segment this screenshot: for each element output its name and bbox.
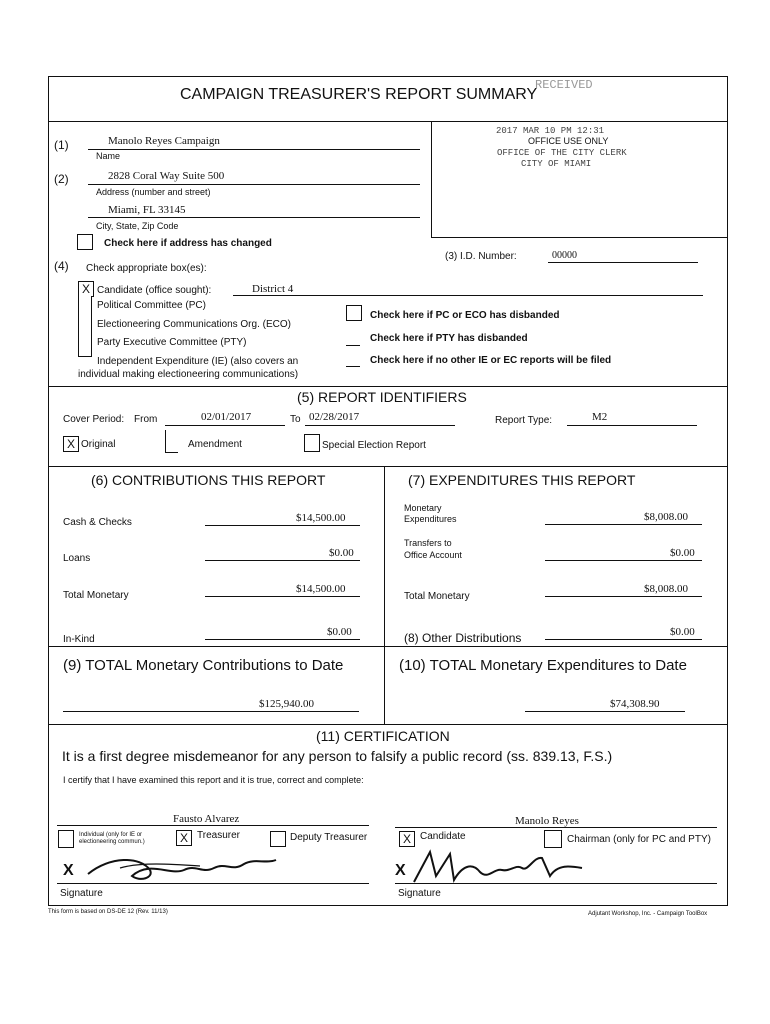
section-6-title: (6) CONTRIBUTIONS THIS REPORT <box>91 472 326 488</box>
original-checkbox[interactable]: X <box>63 436 79 452</box>
certification-statement: I certify that I have examined this report and it is true, correct and complete: <box>63 775 364 785</box>
other-distributions-value: $0.00 <box>670 626 695 638</box>
section-10-title: (10) TOTAL Monetary Expenditures to Date <box>399 657 687 674</box>
address-value: 2828 Coral Way Suite 500 <box>108 170 225 182</box>
transfers-value: $0.00 <box>670 547 695 559</box>
report-type-value: M2 <box>592 411 608 423</box>
treasurer-signature-label: Signature <box>60 888 103 899</box>
total-contributions-value: $125,940.00 <box>259 698 314 710</box>
treasurer-checkbox[interactable]: X <box>176 830 192 846</box>
address-changed-checkbox[interactable] <box>77 234 93 250</box>
section-7-title: (7) EXPENDITURES THIS REPORT <box>408 472 636 488</box>
pc-disbanded-label: Check here if PC or ECO has disbanded <box>370 310 560 321</box>
monetary-exp-value: $8,008.00 <box>644 511 688 523</box>
pty-disbanded-checkbox[interactable] <box>346 333 360 346</box>
candidate-cert-checkbox[interactable]: X <box>399 831 415 847</box>
chairman-label: Chairman (only for PC and PTY) <box>567 834 711 845</box>
section-1-number: (1) <box>54 138 69 152</box>
campaign-name-value: Manolo Reyes Campaign <box>108 135 220 147</box>
id-number-value: 00000 <box>552 250 577 261</box>
check-boxes-label: Check appropriate box(es): <box>86 263 207 274</box>
from-date-value: 02/01/2017 <box>201 411 252 423</box>
amendment-checkbox[interactable] <box>165 430 178 453</box>
monetary-exp-label-2: Expenditures <box>404 514 457 524</box>
stamp-office: OFFICE OF THE CITY CLERK <box>497 148 627 158</box>
pty-label: Party Executive Committee (PTY) <box>97 337 247 348</box>
footer-form-reference: This form is based on DS-DE 12 (Rev. 11/13) <box>48 909 168 915</box>
committee-checkboxes[interactable] <box>78 296 92 357</box>
office-use-label: OFFICE USE ONLY <box>528 136 609 146</box>
pty-disbanded-label: Check here if PTY has disbanded <box>370 333 528 344</box>
candidate-label: Candidate (office sought): <box>97 285 212 296</box>
report-title: CAMPAIGN TREASURER'S REPORT SUMMARY <box>180 86 538 103</box>
treasurer-name-value: Fausto Alvarez <box>173 813 240 825</box>
candidate-office-value: District 4 <box>252 283 294 295</box>
ie-final-checkbox[interactable] <box>346 354 360 367</box>
report-type-label: Report Type: <box>495 415 553 426</box>
pc-label: Political Committee (PC) <box>97 300 206 311</box>
monetary-exp-label-1: Monetary <box>404 503 442 513</box>
total-expenditures-value: $74,308.90 <box>610 698 660 710</box>
stamp-city: CITY OF MIAMI <box>521 159 592 169</box>
footer-publisher: Adjutant Workshop, Inc. - Campaign ToolBox <box>588 911 708 917</box>
individual-label-2: electioneering commun.) <box>79 839 145 845</box>
city-label: City, State, Zip Code <box>96 221 179 231</box>
individual-checkbox[interactable] <box>58 830 74 848</box>
ie-label-1: Independent Expenditure (IE) (also covers an <box>97 356 299 367</box>
candidate-sign-mark: X <box>395 862 406 879</box>
id-number-label: (3) I.D. Number: <box>445 251 517 262</box>
original-label: Original <box>81 439 116 450</box>
section-2-number: (2) <box>54 172 69 186</box>
city-value: Miami, FL 33145 <box>108 204 186 216</box>
transfers-label-2: Office Account <box>404 550 462 560</box>
total-exp-label: Total Monetary <box>404 591 470 602</box>
candidate-signature-label: Signature <box>398 888 441 899</box>
cash-checks-label: Cash & Checks <box>63 517 132 528</box>
campaign-name-label: Name <box>96 151 121 161</box>
received-stamp: RECEIVED <box>535 78 593 92</box>
to-label: To <box>290 414 301 425</box>
section-4-number: (4) <box>54 259 69 273</box>
treasurer-label: Treasurer <box>197 830 240 841</box>
special-election-checkbox[interactable] <box>304 434 320 452</box>
total-contrib-value: $14,500.00 <box>296 583 346 595</box>
candidate-cert-label: Candidate <box>420 831 466 842</box>
cash-checks-value: $14,500.00 <box>296 512 346 524</box>
other-distributions-label: (8) Other Distributions <box>404 631 522 645</box>
loans-label: Loans <box>63 553 91 564</box>
to-date-value: 02/28/2017 <box>309 411 360 423</box>
cover-period-label: Cover Period: <box>63 414 125 425</box>
section-9-title: (9) TOTAL Monetary Contributions to Date <box>63 657 344 674</box>
transfers-label-1: Transfers to <box>404 538 452 548</box>
amendment-label: Amendment <box>188 439 242 450</box>
address-changed-label: Check here if address has changed <box>104 238 272 249</box>
deputy-treasurer-label: Deputy Treasurer <box>290 832 368 843</box>
stamp-date: 2017 MAR 10 PM 12:31 <box>496 126 605 136</box>
total-contrib-label: Total Monetary <box>63 590 129 601</box>
in-kind-value: $0.00 <box>327 626 352 638</box>
in-kind-label: In-Kind <box>63 634 95 645</box>
candidate-checkbox[interactable]: X <box>78 281 94 297</box>
ie-label-2: individual making electioneering communications) <box>78 369 299 380</box>
candidate-name-value: Manolo Reyes <box>515 815 579 827</box>
pc-disbanded-checkbox[interactable] <box>346 305 362 321</box>
special-election-label: Special Election Report <box>322 440 426 451</box>
from-label: From <box>134 414 158 425</box>
treasurer-sign-mark: X <box>63 862 74 879</box>
misdemeanor-warning: It is a first degree misdemeanor for any person to falsify a public record (ss. 839.13, F.S.) <box>62 748 613 764</box>
ie-final-label: Check here if no other IE or EC reports will be filed <box>370 355 612 366</box>
total-exp-value: $8,008.00 <box>644 583 688 595</box>
individual-label-1: Individual (only for IE or <box>79 832 143 838</box>
loans-value: $0.00 <box>329 547 354 559</box>
deputy-treasurer-checkbox[interactable] <box>270 831 286 847</box>
section-5-title: (5) REPORT IDENTIFIERS <box>297 389 467 405</box>
eco-label: Electioneering Communications Org. (ECO) <box>97 319 291 330</box>
section-11-title: (11) CERTIFICATION <box>316 728 450 744</box>
address-label: Address (number and street) <box>96 187 211 197</box>
